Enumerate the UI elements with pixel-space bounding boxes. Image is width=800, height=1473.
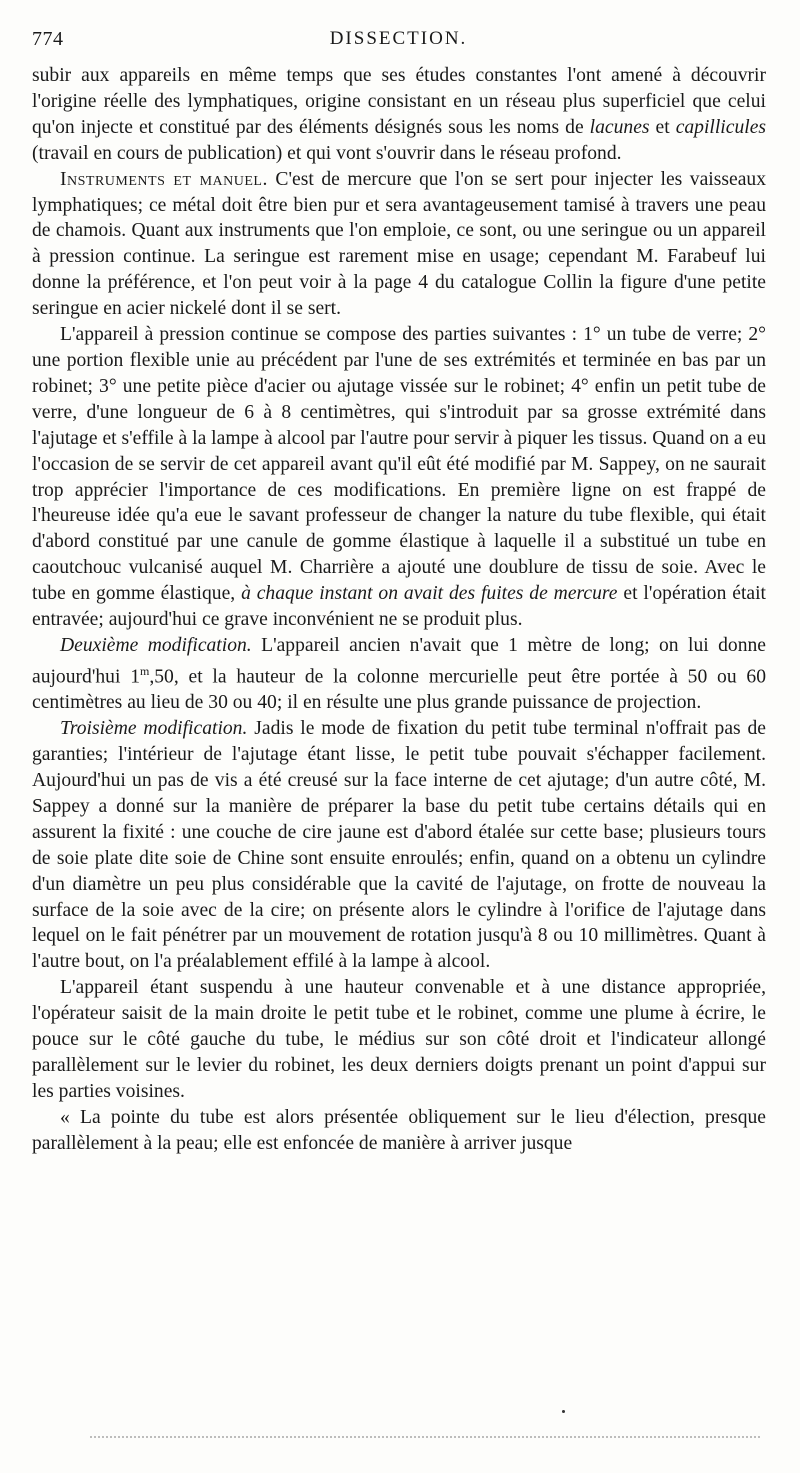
paragraph-4-end: ,50, et la hauteur de la colonne mercurielle peut être portée à 50 ou 60 centimètres au lieu de 30 ou 40; il en résulte une plus grande puissance de projection.	[32, 666, 766, 714]
paragraph-1-text: subir aux appareils en même temps que ses études constantes l'ont amené à découvrir l'origine réelle des lymphatiques, origine consistant en un réseau plus superficiel que celui qu'on injecte et constitué par des éléments désignés sous les noms de	[32, 65, 766, 138]
paragraph-5-text: Jadis le mode de fixation du petit tube terminal n'offrait pas de garanties; l'intérieur de l'ajutage étant lisse, le petit tube pouvait s'échapper facilement. Aujourd'hui un pas de vis a été creusé sur la face interne de cet ajutage; d'un autre côté, M. Sappey a donné sur la manière de préparer la base du petit tube certains détails qui en assurent la fixité : une couche de cire jaune est d'abord étalée sur cette base; plusieurs tours de soie plate dite soie de Chine sont ensuite enroulés; enfin, quand on a obtenu un cylindre d'un diamètre un peu plus considérable que la cavité de l'ajutage, on frotte de nouveau la surface de la soie avec de la cire; on présente alors le cylindre à l'orifice de l'ajutage dans lequel on le fait pénétrer par un mouvement de rotation jusqu'à 8 ou 10 millimètres. Quant à l'autre bout, on l'a préalablement effilé à la lampe à alcool.	[32, 718, 767, 973]
paragraph-1	[32, 63, 766, 167]
running-head: DISSECTION.	[329, 28, 468, 49]
paragraph-3	[32, 322, 766, 633]
heading-troisieme-modification: Troisième modification.	[60, 718, 248, 740]
paragraph-4-text: L'appareil ancien n'avait que 1 mètre de long; on lui donne aujourd'hui 1	[32, 634, 766, 688]
paragraph-3-end: et l'opération était entravée; aujourd'hui ce grave inconvénient ne se produit plus.	[32, 583, 766, 631]
term-lacunes: lacunes	[589, 116, 650, 138]
faint-bleedthrough-line	[90, 1436, 760, 1440]
paragraph-6-text: L'appareil étant suspendu à une hauteur convenable et à une distance appropriée, l'opérateur saisit de la main droite le petit tube et le robinet, comme une plume à écrire, le pouce sur le côté gauche du tube, le médius sur son côté droit et l'indicateur allongé parallèlement sur le levier du robinet, les deux derniers doigts prenant un point d'appui sur les parties voisines.	[32, 977, 766, 1102]
paragraph-1-end: (travail en cours de publication) et qui vont s'ouvrir dans le réseau profond.	[32, 142, 622, 164]
term-capillicules: capillicules	[675, 116, 767, 138]
paragraph-4	[32, 633, 766, 716]
paragraph-5	[32, 716, 766, 975]
paragraph-6	[32, 975, 766, 1105]
paragraph-7	[32, 1105, 766, 1157]
paragraph-1-mid: et	[649, 116, 676, 138]
print-speck	[562, 1410, 565, 1413]
paragraph-7-text: « La pointe du tube est alors présentée obliquement sur le lieu d'élection, presque parallèlement à la peau; elle est enfoncée de manière à arriver jusque	[32, 1106, 766, 1154]
page-number: 774	[32, 28, 64, 50]
unit-superscript: m	[140, 663, 150, 678]
body-text	[32, 63, 766, 1157]
paragraph-2	[32, 167, 766, 322]
page-header	[32, 28, 765, 54]
paragraph-3-text: L'appareil à pression continue se compose des parties suivantes : 1° un tube de verre; 2° une portion flexible unie au précédent par l'une de ses extrémités et terminée en bas par un robinet; 3° une petite pièce d'acier ou ajutage vissée sur le robinet; 4° enfin un petit tube de verre, d'une longueur de 6 à 8 centimètres, qui s'introduit par sa grosse extrémité dans l'ajutage et s'effile à la lampe à alcool par l'autre pour servir à piquer les tissus. Quand on a eu l'occasion de se servir de cet appareil avant qu'il eût été modifié par M. Sappey, on ne saurait trop apprécier l'importance de ces modifications. En première ligne on est frappé de l'heureuse idée qu'a eue le savant professeur de changer la nature du tube flexible, qui était d'abord constitué par une canule de gomme élastique à laquelle il a substitué un tube en caoutchouc vulcanisé auquel M. Charrière a ajouté une doublure de tissu de soie. Avec le tube en gomme élastique,	[32, 324, 766, 605]
paragraph-3-emphasis: à chaque instant on avait des fuites de mercure	[241, 583, 618, 605]
section-heading-instruments: Instruments et manuel.	[60, 168, 268, 190]
heading-deuxieme-modification: Deuxième modification.	[60, 634, 252, 656]
paragraph-2-text: C'est de mercure que l'on se sert pour injecter les vaisseaux lymphatiques; ce métal doit être bien pur et sera avantageusement tamisé à travers une peau de chamois. Quant aux instruments que l'on emploie, ce sont, ou une seringue ou un appareil à pression continue. La seringue est rarement mise en usage; cependant M. Farabeuf lui donne la préférence, et l'on peut voir à la page 4 du catalogue Collin la figure d'une petite seringue en acier nickelé dont il se sert.	[32, 168, 766, 320]
